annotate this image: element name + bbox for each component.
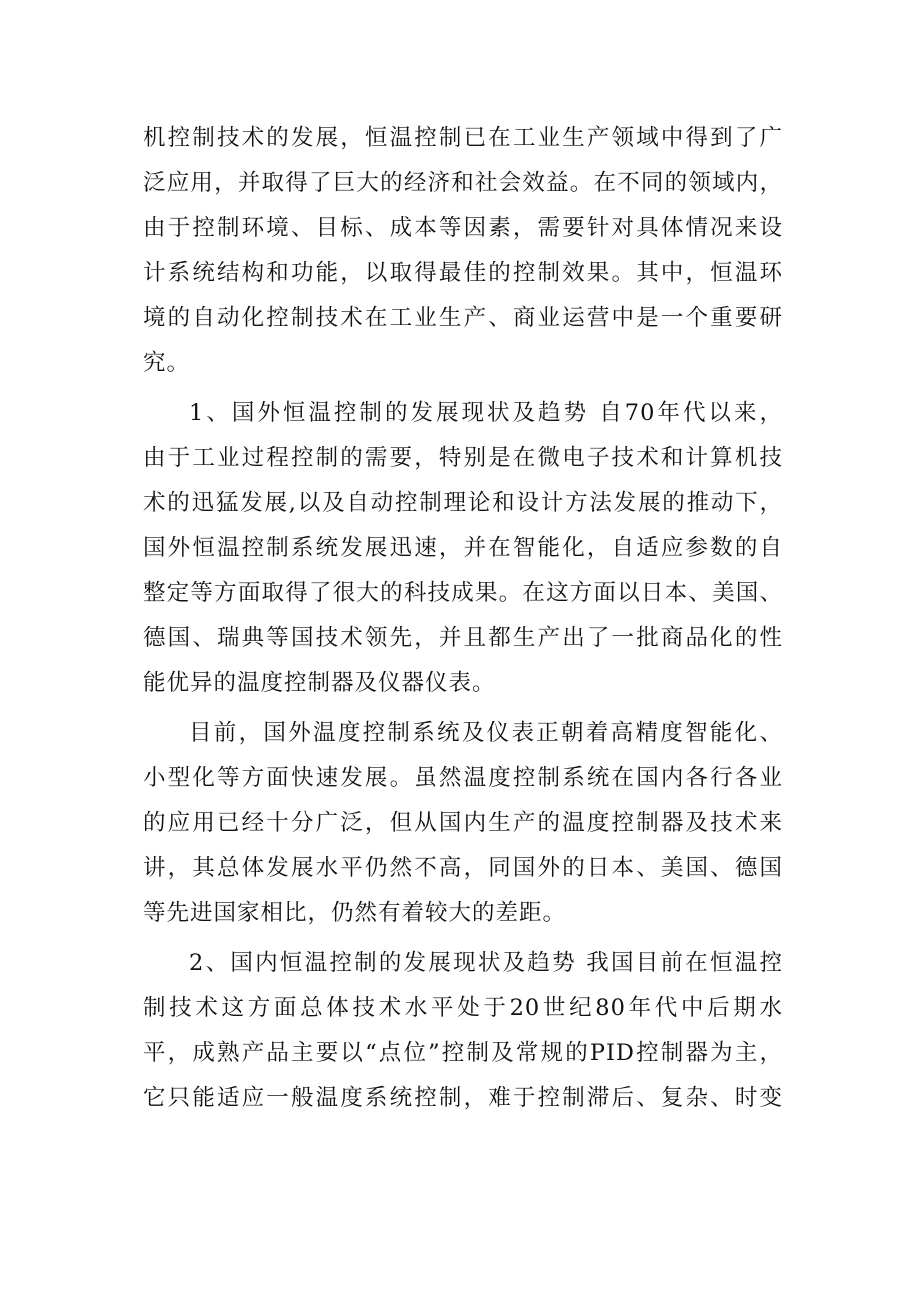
- text-line: 小型化等方面快速发展。虽然温度控制系统在国内各行各业: [143, 765, 783, 791]
- text-line: 整定等方面取得了很大的科技成果。在这方面以日本、美国、: [143, 580, 783, 606]
- paragraph-start-line: 目前，国外温度控制系统及仪表正朝着高精度智能化、: [189, 720, 783, 746]
- section-heading-line: 1、国外恒温控制的发展现状及趋势 自70年代以来，: [189, 400, 783, 426]
- text-line: 它只能适应一般温度系统控制，难于控制滞后、复杂、时变: [143, 1085, 783, 1111]
- text-line: 术的迅猛发展,以及自动控制理论和设计方法发展的推动下，: [143, 490, 783, 516]
- section-heading-line: 2、国内恒温控制的发展现状及趋势 我国目前在恒温控: [189, 950, 783, 976]
- text-line: 等先进国家相比，仍然有着较大的差距。: [143, 900, 567, 926]
- text-line: 计系统结构和功能，以取得最佳的控制效果。其中，恒温环: [143, 260, 783, 286]
- text-line: 由于控制环境、目标、成本等因素，需要针对具体情况来设: [143, 215, 783, 241]
- text-line: 德国、瑞典等国技术领先，并且都生产出了一批商品化的性: [143, 625, 783, 651]
- text-line: 制技术这方面总体技术水平处于20世纪80年代中后期水: [143, 995, 783, 1021]
- text-line: 平，成熟产品主要以“点位”控制及常规的PID控制器为主，: [143, 1040, 783, 1066]
- text-line: 由于工业过程控制的需要，特别是在微电子技术和计算机技: [143, 445, 783, 471]
- text-line: 究。: [143, 350, 191, 376]
- text-line: 能优异的温度控制器及仪器仪表。: [143, 670, 496, 696]
- text-line: 机控制技术的发展，恒温控制已在工业生产领域中得到了广: [143, 125, 783, 151]
- text-line: 国外恒温控制系统发展迅速，并在智能化，自适应参数的自: [143, 535, 783, 561]
- text-line: 的应用已经十分广泛，但从国内生产的温度控制器及技术来: [143, 810, 783, 836]
- text-line: 讲，其总体发展水平仍然不高，同国外的日本、美国、德国: [143, 855, 783, 881]
- text-line: 境的自动化控制技术在工业生产、商业运营中是一个重要研: [143, 305, 783, 331]
- text-line: 泛应用，并取得了巨大的经济和社会效益。在不同的领域内，: [143, 170, 783, 196]
